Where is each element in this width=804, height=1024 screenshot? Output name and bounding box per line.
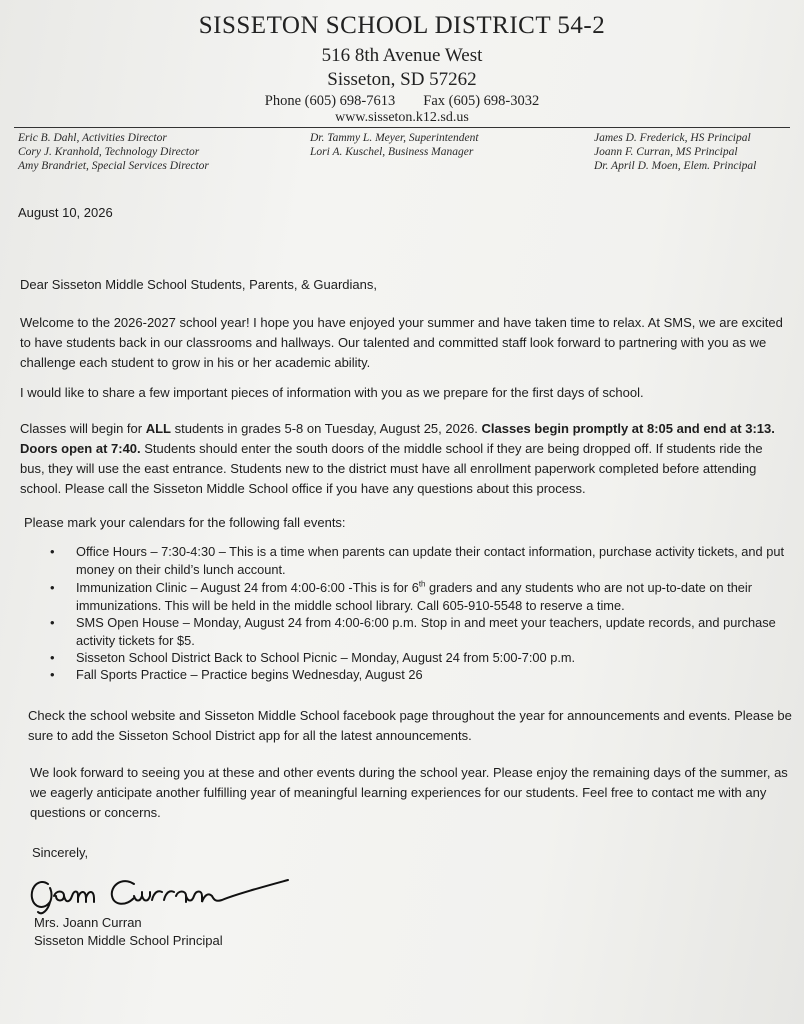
handwritten-signature (26, 862, 296, 922)
staff-entry: Dr. April D. Moen, Elem. Principal (594, 160, 757, 172)
contact-numbers (0, 93, 804, 110)
event-item: • Fall Sports Practice – Practice begins Wednesday, August 26 (50, 666, 795, 684)
staff-entry: Eric B. Dahl, Activities Director (18, 132, 167, 144)
schedule-text: students in grades 5-8 on Tuesday, August 25, 2026. (171, 421, 482, 436)
event-text: graders and any students who are not up-to-date on their immunizations. This will be held in the middle school library. Call 605-910-5548 to reserve a time. (76, 580, 753, 613)
letterhead-divider (14, 127, 790, 128)
staff-column-right (594, 131, 756, 173)
district-address: 516 8th Avenue West (321, 45, 483, 66)
schedule-paragraph (20, 419, 788, 499)
district-city: Sisseton, SD 57262 (327, 69, 477, 90)
district-name: SISSETON SCHOOL DISTRICT 54-2 (198, 12, 606, 39)
signer-block (34, 914, 223, 950)
event-item: • Sisseton School District Back to School Picnic – Monday, August 24 from 5:00-7:00 p.m. (50, 649, 795, 667)
staff-entry: Dr. Tammy L. Meyer, Superintendent (310, 132, 479, 144)
calendar-intro: Please mark your calendars for the following fall events: (24, 515, 346, 530)
letter-date: August 10, 2026 (18, 205, 113, 220)
staff-entry: Joann F. Curran, MS Principal (594, 146, 738, 158)
letter-greeting: Dear Sisseton Middle School Students, Parents, & Guardians, (20, 277, 377, 292)
welcome-paragraph: Welcome to the 2026-2027 school year! I hope you have enjoyed your summer and have taken time to relax. At SMS, we are excited to have students back in our classrooms and hallways. Our talented and committed staff look forward to partnering with you as we challenge each student to grow in his or her academic ability. (20, 315, 783, 370)
schedule-emphasis: ALL (145, 421, 171, 436)
website-paragraph: Check the school website and Sisseton Middle School facebook page throughout the year for announcements and events. Please be sure to add the Sisseton School District app for all the latest announcements. (28, 708, 792, 743)
staff-entry: James D. Frederick, HS Principal (594, 132, 751, 144)
staff-entry: Lori A. Kuschel, Business Manager (310, 146, 474, 158)
staff-column-left (18, 131, 209, 173)
event-item: • Office Hours – 7:30-4:30 – This is a time when parents can update their contact information, purchase activity tickets, and put money on their child’s lunch account. (50, 543, 795, 579)
staff-entry: Amy Brandriet, Special Services Director (18, 160, 209, 172)
phone-number: Phone (605) 698-7613 (264, 93, 396, 109)
closing-salutation: Sincerely, (32, 845, 89, 860)
info-intro-paragraph: I would like to share a few important pieces of information with you as we prepare for the first days of school. (20, 385, 644, 400)
closing-paragraph: We look forward to seeing you at these and other events during the school year. Please enjoy the remaining days of the summer, as we eagerly anticipate another fulfilling year of meaningful learning experiences for our students. Feel free to contact me with any questions or concerns. (30, 765, 788, 820)
schedule-text: Classes will begin for (20, 421, 146, 436)
event-item: • SMS Open House – Monday, August 24 from 4:00-6:00 p.m. Stop in and meet your teachers, update records, and purchase activity tickets for $5. (50, 614, 795, 650)
ordinal-suffix: th (418, 579, 426, 589)
schedule-text: Students should enter the south doors of the middle school if they are being dropped off. If students ride the bus, they will use the east entrance. Students new to the district must have all enrollment paperwork completed before attending school. Please call the Sisseton Middle School office if you have any questions about this process. (20, 441, 763, 496)
staff-entry: Cory J. Kranhold, Technology Director (18, 146, 200, 158)
schedule-times: Classes begin promptly at 8:05 and end at 3:13. Doors open at 7:40. (20, 421, 775, 456)
district-website: www.sisseton.k12.sd.us (335, 110, 469, 125)
event-item (50, 579, 795, 615)
fax-number: Fax (605) 698-3032 (423, 93, 540, 109)
signer-title: Sisseton Middle School Principal (34, 933, 223, 948)
staff-column-middle (310, 131, 479, 159)
events-list (50, 543, 795, 683)
event-text: Immunization Clinic – August 24 from 4:00-6:00 -This is for 6 (76, 580, 419, 595)
signer-name: Mrs. Joann Curran (34, 915, 142, 930)
